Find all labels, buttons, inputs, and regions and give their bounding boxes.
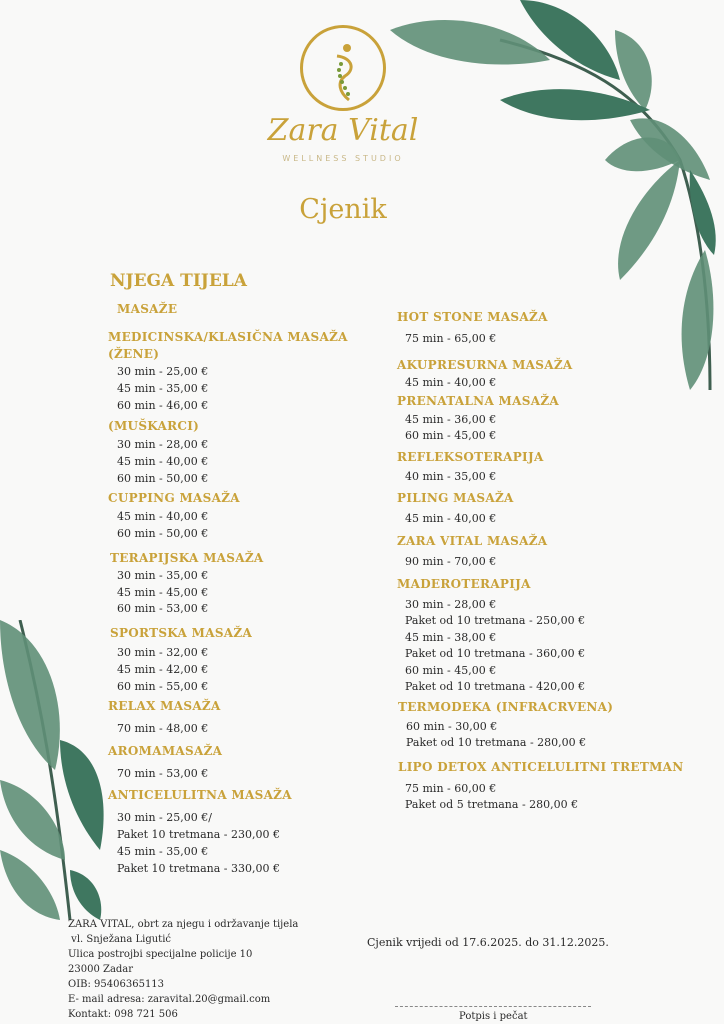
price-line: 60 min - 50,00 € (117, 527, 209, 540)
company-info (68, 917, 298, 1022)
price-line: 60 min - 46,00 € (117, 399, 209, 412)
price-line: 70 min - 53,00 € (117, 767, 209, 780)
price-line: Paket 10 tretmana - 330,00 € (117, 862, 280, 875)
price-line: 40 min - 35,00 € (405, 470, 497, 483)
service-title: PILING MASAŽA (397, 491, 514, 505)
section-heading: NJEGA TIJELA (110, 271, 247, 291)
price-line: 45 min - 35,00 € (117, 845, 209, 858)
logo-emblem (300, 25, 386, 111)
price-line: Paket od 5 tretmana - 280,00 € (405, 798, 579, 811)
price-line: 45 min - 35,00 € (117, 382, 209, 395)
price-line: 45 min - 45,00 € (117, 586, 209, 599)
price-line: 30 min - 28,00 € (117, 438, 209, 451)
service-title: RELAX MASAŽA (108, 699, 221, 713)
footer-line: vl. Snježana Ligutić (68, 934, 172, 945)
service-title: MEDICINSKA/KLASIČNA MASAŽA (108, 330, 348, 344)
footer-line: ZARA VITAL, obrt za njegu i održavanje tijela (68, 919, 299, 930)
price-line: 45 min - 40,00 € (117, 510, 209, 523)
price-line: 70 min - 48,00 € (117, 722, 209, 735)
price-line: 30 min - 25,00 €/ (117, 811, 212, 824)
service-title: AROMAMASAŽA (108, 744, 223, 758)
signature-line (395, 1006, 591, 1007)
service-subtitle: (MUŠKARCI) (108, 419, 200, 433)
price-line: 60 min - 50,00 € (117, 472, 209, 485)
service-subtitle: (ŽENE) (108, 347, 160, 361)
price-line: Paket od 10 tretmana - 420,00 € (405, 680, 586, 693)
price-line: 60 min - 55,00 € (117, 680, 209, 693)
brand-subtitle: WELLNESS STUDIO (282, 154, 404, 163)
price-line: 45 min - 36,00 € (405, 413, 497, 426)
service-title: HOT STONE MASAŽA (397, 310, 548, 324)
service-title: TERAPIJSKA MASAŽA (110, 551, 264, 565)
footer-line: Kontakt: 098 721 506 (68, 1009, 178, 1020)
price-line: 30 min - 35,00 € (117, 569, 209, 582)
service-title: PRENATALNA MASAŽA (397, 394, 559, 408)
service-title: TERMODEKA (INFRACRVENA) (398, 700, 614, 714)
service-title: SPORTSKA MASAŽA (110, 626, 253, 640)
footer-line: E- mail adresa: zaravital.20@gmail.com (68, 994, 271, 1005)
footer-line: Ulica postrojbi specijalne policije 10 (68, 949, 253, 960)
subsection-heading: MASAŽE (117, 302, 178, 316)
brand-name: Zara Vital (267, 113, 419, 148)
price-line: 30 min - 32,00 € (117, 646, 209, 659)
price-line: 45 min - 38,00 € (405, 631, 497, 644)
price-line: 45 min - 40,00 € (405, 376, 497, 389)
price-line: 75 min - 65,00 € (405, 332, 497, 345)
price-line: 30 min - 25,00 € (117, 365, 209, 378)
price-line: 60 min - 45,00 € (405, 664, 497, 677)
service-title: ANTICELULITNA MASAŽA (108, 788, 292, 802)
service-title: ZARA VITAL MASAŽA (397, 534, 548, 548)
validity-note: Cjenik vrijedi od 17.6.2025. do 31.12.2025. (367, 936, 609, 949)
price-line: Paket od 10 tretmana - 360,00 € (405, 647, 586, 660)
price-line: Paket od 10 tretmana - 280,00 € (406, 736, 587, 749)
price-line: 75 min - 60,00 € (405, 782, 497, 795)
page-title: Cjenik (299, 194, 387, 225)
footer-line: OIB: 95406365113 (68, 979, 165, 990)
price-line: 60 min - 45,00 € (405, 429, 497, 442)
service-title: AKUPRESURNA MASAŽA (397, 358, 573, 372)
leaf-branch-bottom-left (0, 620, 110, 920)
service-title: LIPO DETOX ANTICELULITNI TRETMAN (398, 760, 684, 774)
signature-label: Potpis i pečat (459, 1011, 528, 1022)
price-line: Paket od 10 tretmana - 250,00 € (405, 614, 586, 627)
price-line: 45 min - 40,00 € (117, 455, 209, 468)
service-title: CUPPING MASAŽA (108, 491, 240, 505)
service-title: MADEROTERAPIJA (397, 577, 531, 591)
price-line: 45 min - 40,00 € (405, 512, 497, 525)
price-line: 60 min - 53,00 € (117, 602, 209, 615)
price-line: 90 min - 70,00 € (405, 555, 497, 568)
price-line: 45 min - 42,00 € (117, 663, 209, 676)
price-line: 30 min - 28,00 € (405, 598, 497, 611)
price-line: Paket 10 tretmana - 230,00 € (117, 828, 280, 841)
service-title: REFLEKSOTERAPIJA (397, 450, 544, 464)
price-line: 60 min - 30,00 € (406, 720, 498, 733)
footer-line: 23000 Zadar (68, 964, 134, 975)
figure-icon (303, 28, 383, 108)
